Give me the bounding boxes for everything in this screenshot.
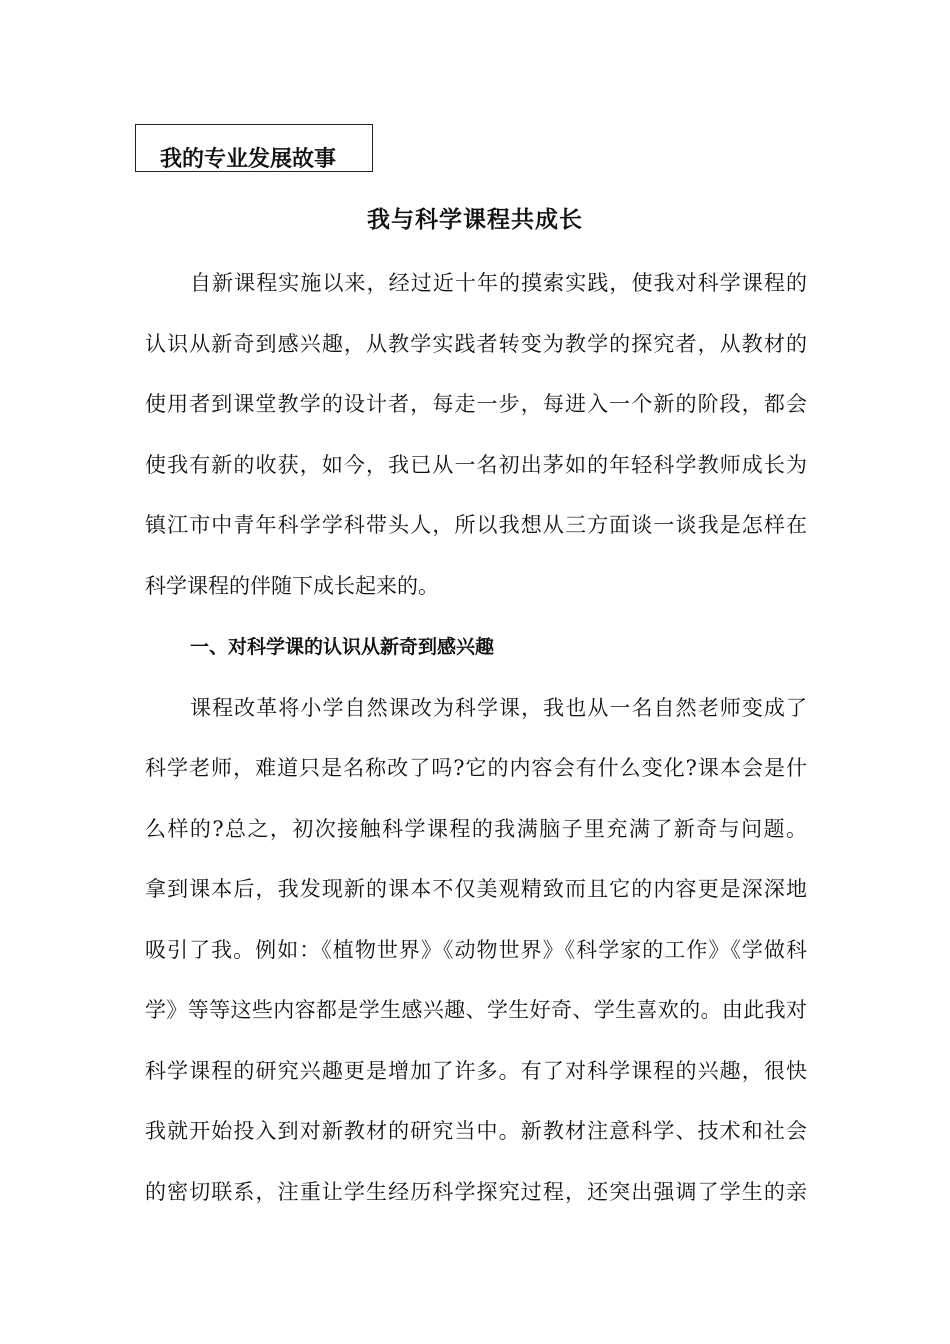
paragraph-line: 我就开始投入到对新教材的研究当中。新教材注意科学、技术和社会 — [145, 1119, 807, 1143]
paragraph-line: 科学课程的研究兴趣更是增加了许多。有了对科学课程的兴趣，很快 — [145, 1059, 807, 1083]
paragraph-line: 使用者到课堂教学的设计者，每走一步，每进入一个新的阶段，都会 — [145, 392, 807, 416]
paragraph-line: 课程改革将小学自然课改为科学课，我也从一名自然老师变成了 — [190, 696, 807, 720]
paragraph-line: 自新课程实施以来，经过近十年的摸索实践，使我对科学课程的 — [190, 271, 807, 295]
paragraph-line: 科学课程的伴随下成长起来的。 — [145, 574, 439, 598]
paragraph-line: 学》等等这些内容都是学生感兴趣、学生好奇、学生喜欢的。由此我对 — [145, 998, 807, 1022]
paragraph-line: 认识从新奇到感兴趣，从教学实践者转变为教学的探究者，从教材的 — [145, 332, 807, 356]
paragraph-line: 科学老师，难道只是名称改了吗?它的内容会有什么变化?课本会是什 — [145, 756, 807, 780]
paragraph-line: 拿到课本后，我发现新的课本不仅美观精致而且它的内容更是深深地 — [145, 877, 807, 901]
category-label-box — [135, 124, 373, 172]
section-heading: 一、对科学课的认识从新奇到感兴趣 — [190, 636, 495, 658]
paragraph-line: 吸引了我。例如：《植物世界》《动物世界》《科学家的工作》《学做科 — [145, 938, 807, 962]
paragraph-line: 的密切联系，注重让学生经历科学探究过程，还突出强调了学生的亲 — [145, 1180, 807, 1204]
paragraph-line: 镇江市中青年科学学科带头人，所以我想从三方面谈一谈我是怎样在 — [145, 513, 807, 537]
category-label: 我的专业发展故事 — [160, 147, 337, 172]
document-title: 我与科学课程共成长 — [367, 207, 583, 233]
paragraph-line: 么样的?总之，初次接触科学课程的我满脑子里充满了新奇与问题。 — [145, 817, 807, 841]
paragraph-line: 使我有新的收获，如今，我已从一名初出茅如的年轻科学教师成长为 — [145, 453, 807, 477]
